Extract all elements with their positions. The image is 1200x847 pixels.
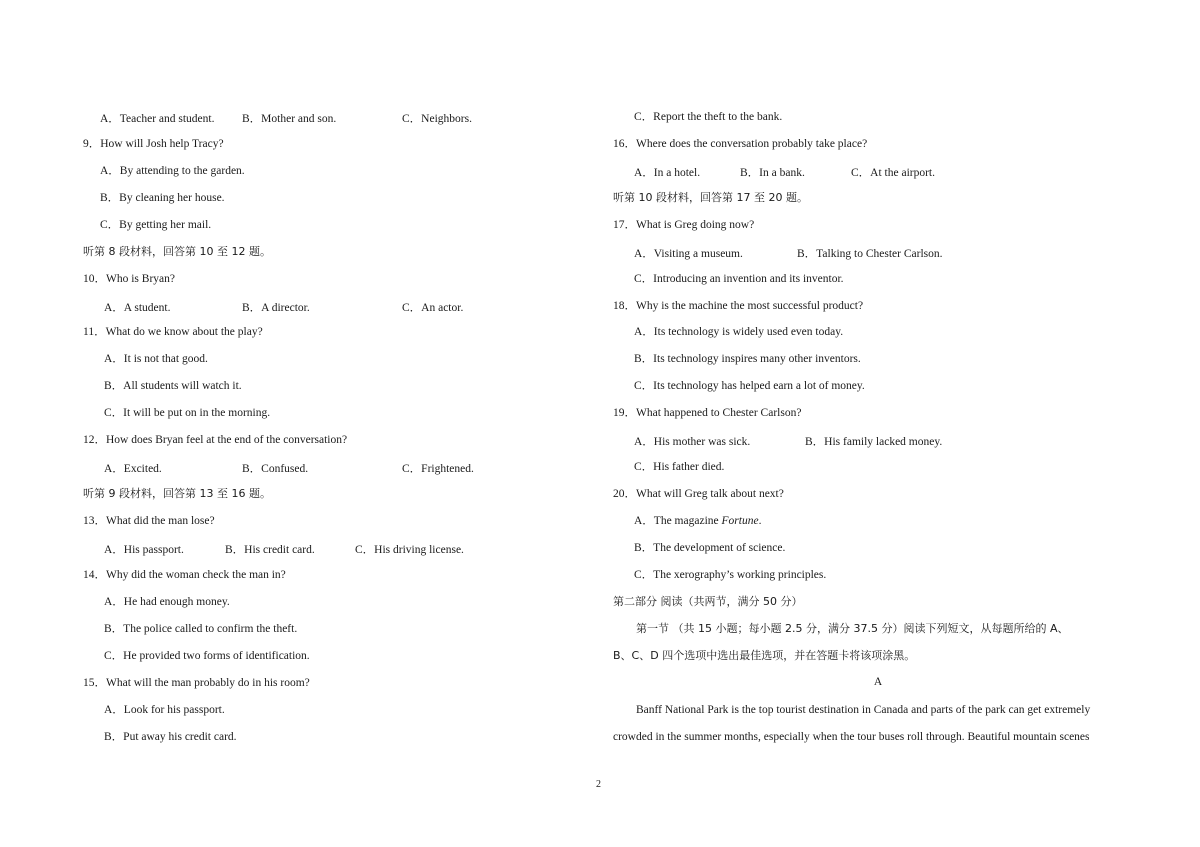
question-stem: 13．What did the man lose?: [83, 515, 215, 527]
q17-option-c: C．Introducing an invention and its inventor.: [634, 273, 844, 285]
passage-text: Banff National Park is the top tourist destination in Canada and parts of the park can get extremely: [636, 704, 1091, 716]
question-stem: 14．Why did the woman check the man in?: [83, 569, 286, 581]
q10-option-b: B．A director.: [242, 302, 310, 314]
q9-option-b: B．By cleaning her house.: [100, 192, 225, 204]
q20-option-c: C．The xerography’s working principles.: [634, 569, 827, 581]
q11-option-c: C．It will be put on in the morning.: [104, 407, 271, 419]
q12-option-c: C．Frightened.: [402, 463, 474, 475]
q15-option-c: C．Report the theft to the bank.: [634, 111, 783, 123]
q15-option-a: A．Look for his passport.: [104, 704, 225, 716]
q13-option-c: C．His driving license.: [355, 544, 464, 556]
section-instruction: 听第 9 段材料，回答第 13 至 16 题。: [83, 487, 271, 500]
q15-option-b: B．Put away his credit card.: [104, 731, 237, 743]
section-instruction: 听第 10 段材料，回答第 17 至 20 题。: [613, 191, 808, 204]
q13-option-b: B．His credit card.: [225, 544, 315, 556]
q19-option-a: A．His mother was sick.: [634, 436, 751, 448]
section-instruction: 听第 8 段材料，回答第 10 至 12 题。: [83, 245, 271, 258]
q20-option-b: B．The development of science.: [634, 542, 786, 554]
question-stem: 18．Why is the machine the most successful product?: [613, 300, 864, 312]
q18-option-b: B．Its technology inspires many other inventors.: [634, 353, 861, 365]
q14-option-a: A．He had enough money.: [104, 596, 230, 608]
q20-option-a: [634, 514, 761, 528]
q10-option-a: A．A student.: [104, 302, 171, 314]
part-title: 第二部分 阅读（共两节，满分 50 分）: [613, 595, 803, 608]
question-stem: 16．Where does the conversation probably take place?: [613, 138, 868, 150]
q18-option-c: C．Its technology has helped earn a lot of money.: [634, 380, 865, 392]
q12-option-b: B．Confused.: [242, 463, 309, 475]
q8-option-b: B．Mother and son.: [242, 113, 337, 125]
q8-option-a: A．Teacher and student.: [100, 113, 215, 125]
passage-label: A: [873, 676, 883, 688]
q17-option-a: A．Visiting a museum.: [634, 248, 743, 260]
question-stem: 10．Who is Bryan?: [83, 273, 175, 285]
q18-option-a: A．Its technology is widely used even today.: [634, 326, 844, 338]
magazine-title: Fortune: [721, 515, 759, 527]
q10-option-c: C．An actor.: [402, 302, 464, 314]
question-stem: 17．What is Greg doing now?: [613, 219, 755, 231]
passage-text: crowded in the summer months, especially when the tour buses roll through. Beautiful mountain scenes: [613, 731, 1090, 743]
q16-option-c: C．At the airport.: [851, 167, 935, 179]
q19-option-b: B．His family lacked money.: [805, 436, 943, 448]
section-instruction: 第一节 （共 15 小题；每小题 2.5 分，满分 37.5 分）阅读下列短文，从每题所给的 A、: [636, 622, 1069, 635]
question-stem: 20．What will Greg talk about next?: [613, 488, 784, 500]
q9-option-a: A．By attending to the garden.: [100, 165, 245, 177]
question-stem: 11．What do we know about the play?: [83, 326, 263, 338]
question-stem: 12．How does Bryan feel at the end of the conversation?: [83, 434, 348, 446]
q16-option-b: B．In a bank.: [740, 167, 805, 179]
question-stem: 19．What happened to Chester Carlson?: [613, 407, 802, 419]
q20-option-a-suffix: .: [758, 515, 762, 527]
q11-option-b: B．All students will watch it.: [104, 380, 242, 392]
section-instruction-cont: B、C、D 四个选项中选出最佳选项，并在答题卡将该项涂黑。: [613, 649, 916, 662]
q19-option-c: C．His father died.: [634, 461, 725, 473]
q8-option-c: C．Neighbors.: [402, 113, 472, 125]
q13-option-a: A．His passport.: [104, 544, 184, 556]
page-number: 2: [596, 779, 601, 790]
q17-option-b: B．Talking to Chester Carlson.: [797, 248, 943, 260]
q14-option-b: B．The police called to confirm the theft.: [104, 623, 298, 635]
q12-option-a: A．Excited.: [104, 463, 162, 475]
q11-option-a: A．It is not that good.: [104, 353, 208, 365]
question-stem: 15．What will the man probably do in his room?: [83, 677, 310, 689]
q9-option-c: C．By getting her mail.: [100, 219, 212, 231]
q16-option-a: A．In a hotel.: [634, 167, 701, 179]
q20-option-a-prefix: A．The magazine: [634, 515, 722, 527]
question-stem: 9．How will Josh help Tracy?: [83, 138, 224, 150]
q14-option-c: C．He provided two forms of identification.: [104, 650, 310, 662]
